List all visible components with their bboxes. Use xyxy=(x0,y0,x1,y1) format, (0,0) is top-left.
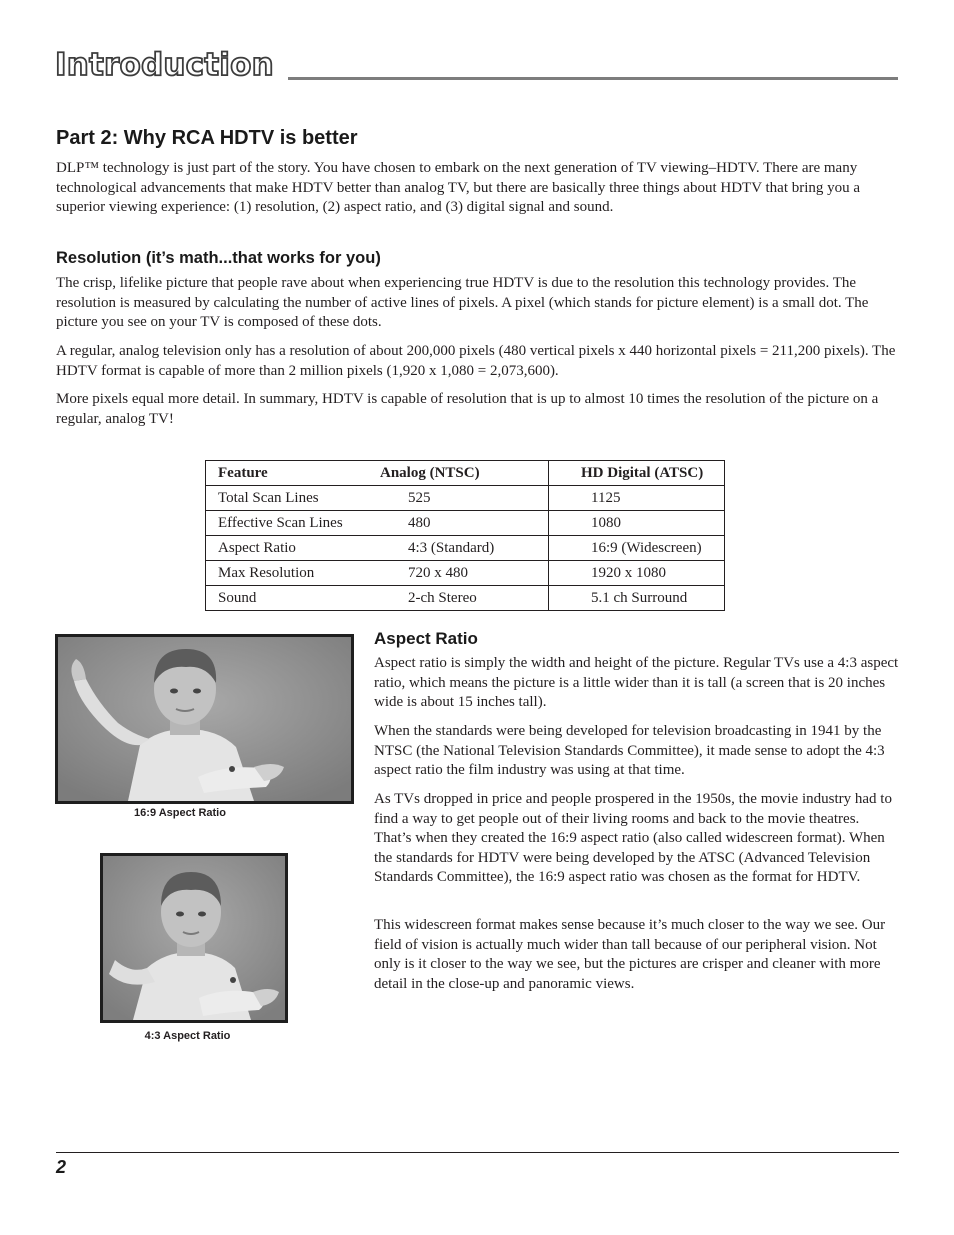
table-header-row xyxy=(206,461,725,486)
aspect-paragraph: This widescreen format makes sense because it’s much closer to the way we see. Our field of vision is actually much wider than tall because of our peripheral vision. Not only is it closer to the way we see, but the pictures are crisper and cleaner with more detail in the close-up and panoramic views. xyxy=(374,917,886,992)
table-cell: 1920 x 1080 xyxy=(549,561,725,586)
table-cell: 480 xyxy=(368,511,549,536)
table-cell: 4:3 (Standard) xyxy=(368,536,549,561)
table-row xyxy=(206,536,725,561)
footer-rule xyxy=(56,1152,899,1153)
table-cell: Max Resolution xyxy=(206,561,369,586)
aspect-paragraph: As TVs dropped in price and people prospered in the 1950s, the movie industry had to find a way to get people out of their living rooms and back to the movie theatres. That’s when they created the 16:9 aspect ratio (also called widescreen format). When the standards for HDTV were being developed by the ATSC (Advanced Television Standards Committee), the 16:9 aspect ratio was chosen as the format for HDTV. xyxy=(374,791,892,885)
aspect-ratio-heading: Aspect Ratio xyxy=(374,629,478,648)
comparison-table xyxy=(205,460,725,611)
table-cell: Sound xyxy=(206,586,369,611)
table-header-cell: Feature xyxy=(206,461,369,486)
table-cell: Aspect Ratio xyxy=(206,536,369,561)
child-karate-image xyxy=(103,856,285,1020)
table-cell: 16:9 (Widescreen) xyxy=(549,536,725,561)
table-row xyxy=(206,486,725,511)
resolution-heading: Resolution (it’s math...that works for you) xyxy=(56,249,381,267)
figure-caption: 4:3 Aspect Ratio xyxy=(144,1030,231,1042)
section-heading: Part 2: Why RCA HDTV is better xyxy=(56,127,358,149)
table-cell: 720 x 480 xyxy=(368,561,549,586)
title-rule xyxy=(288,77,898,80)
child-karate-image xyxy=(58,637,351,801)
table-cell: 1080 xyxy=(549,511,725,536)
figure-caption: 16:9 Aspect Ratio xyxy=(134,807,226,819)
table-cell: 525 xyxy=(368,486,549,511)
table-cell: 2-ch Stereo xyxy=(368,586,549,611)
aspect-paragraph: When the standards were being developed for television broadcasting in 1941 by the NTSC (the National Television Standards Committee), it made sense to adopt the 4:3 aspect ratio the film industry was using at that time. xyxy=(374,723,885,778)
resolution-paragraph: The crisp, lifelike picture that people rave about when experiencing true HDTV is due to the resolution this technology provides. The resolution is measured by calculating the number of active lines of pixels. A pixel (which stands for picture element) is a small dot. The picture you see on your TV is composed of these dots. xyxy=(56,275,869,330)
table-cell: 5.1 ch Surround xyxy=(549,586,725,611)
table-cell: Total Scan Lines xyxy=(206,486,369,511)
table-cell: 1125 xyxy=(549,486,725,511)
resolution-paragraph: A regular, analog television only has a resolution of about 200,000 pixels (480 vertical pixels x 440 horizontal pixels = 211,200 pixels). The HDTV format is capable of more than 2 million pixels (1,920 x 1,080 = 2,073,600). xyxy=(56,343,896,379)
page-number: 2 xyxy=(56,1157,67,1177)
page-title: Introduction xyxy=(55,47,274,83)
table-row xyxy=(206,511,725,536)
resolution-paragraph: More pixels equal more detail. In summary, HDTV is capable of resolution that is up to almost 10 times the resolution of the picture on a regular, analog TV! xyxy=(56,391,879,427)
standard-photo xyxy=(100,853,288,1023)
table-header-cell: HD Digital (ATSC) xyxy=(549,461,725,486)
table-cell: Effective Scan Lines xyxy=(206,511,369,536)
table-row xyxy=(206,561,725,586)
table-header-cell: Analog (NTSC) xyxy=(368,461,549,486)
aspect-paragraph: Aspect ratio is simply the width and height of the picture. Regular TVs use a 4:3 aspect ratio, which means the picture is a little wider than it is tall (a screen that is 20 inches wide is about 15 inches tall). xyxy=(374,655,899,710)
widescreen-photo xyxy=(55,634,354,804)
intro-paragraph: DLP™ technology is just part of the story. You have chosen to embark on the next generation of TV viewing–HDTV. There are many technological advancements that make HDTV better than analog TV, but there are basically three things about HDTV that bring you a superior viewing experience: (1) resolution, (2) aspect ratio, and (3) digital signal and sound. xyxy=(56,160,861,215)
table-row xyxy=(206,586,725,611)
